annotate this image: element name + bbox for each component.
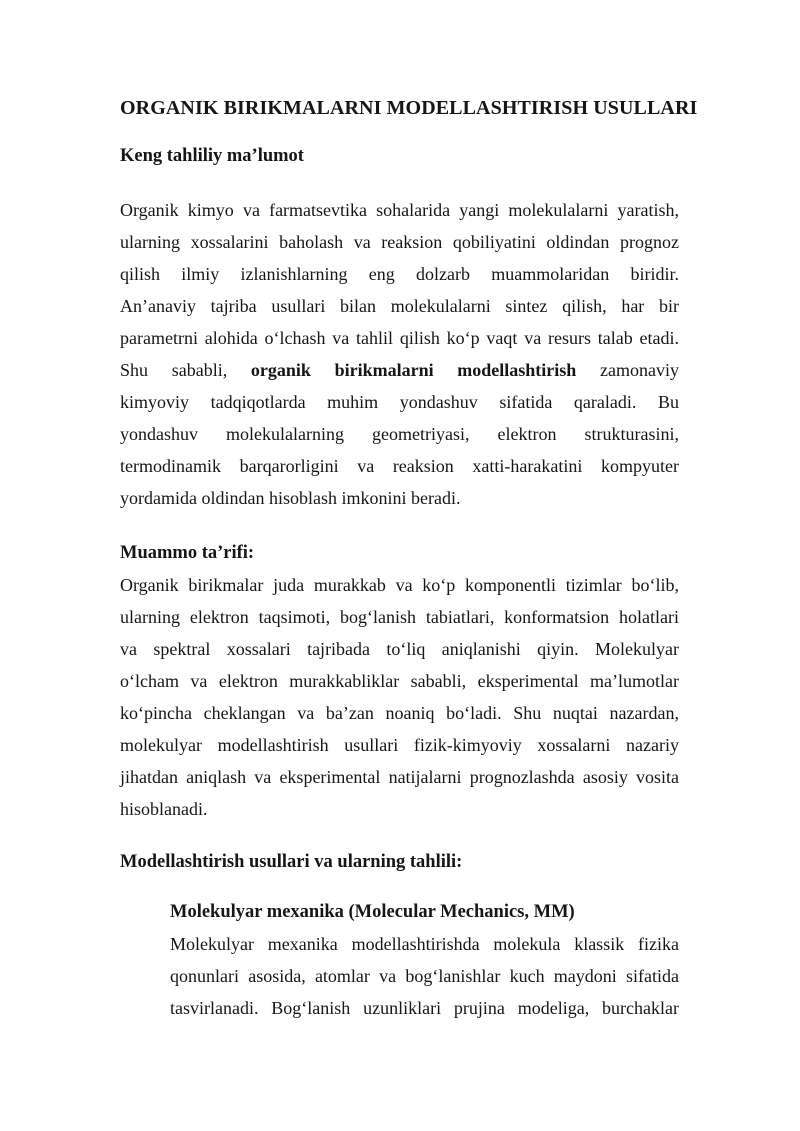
text: An’anaviy tajriba usullari bilan molekulalarni sintez qilish, har bir: [120, 296, 679, 316]
paragraph-heading: Muammo ta’rifi:: [120, 543, 255, 563]
text: va spektral xossalari tajribada to‘liq aniqlanishi qiyin. Molekulyar: [120, 639, 679, 659]
intro-paragraph: [120, 194, 679, 514]
text: ko‘pincha cheklangan va ba’zan noaniq bo‘ladi. Shu nuqtai nazardan,: [120, 703, 679, 723]
text: parametrni alohida o‘lchash va tahlil qilish ko‘p vaqt va resurs talab etadi.: [120, 328, 679, 348]
text-line: [120, 665, 679, 697]
text-line: [120, 450, 679, 482]
text-line: [120, 633, 679, 665]
text: yondashuv molekulalarning geometriyasi, elektron strukturasini,: [120, 424, 679, 444]
document-body: [120, 140, 679, 1024]
text: ularning xossalarini baholash va reaksion qobiliyatini oldindan prognoz: [120, 232, 679, 252]
text-line: [120, 569, 679, 601]
problem-paragraph: [120, 537, 679, 825]
text: zamonaviy: [576, 360, 679, 380]
text: Organik kimyo va farmatsevtika sohalarida yangi molekulalarni yaratish,: [120, 200, 679, 220]
text-line: [120, 601, 679, 633]
text: jihatdan aniqlash va eksperimental natijalarni prognozlashda asosiy vosita: [120, 767, 679, 787]
text-line: [120, 761, 679, 793]
text: qilish ilmiy izlanishlarning eng dolzarb muammolaridan biridir.: [120, 264, 679, 284]
text: o‘lcham va elektron murakkabliklar sababli, eksperimental ma’lumotlar: [120, 671, 679, 691]
text: hisoblanadi.: [120, 799, 208, 819]
text: Organik birikmalar juda murakkab va ko‘p komponentli tizimlar bo‘lib,: [120, 575, 679, 595]
text-line: [120, 482, 679, 514]
text-line: [120, 258, 679, 290]
methods-heading: Modellashtirish usullari va ularning tahlili:: [120, 852, 463, 872]
text-line: [120, 194, 679, 226]
subtitle-heading: Keng tahliliy ma’lumot: [120, 146, 304, 166]
text-line: [170, 928, 679, 960]
text-line: [120, 322, 679, 354]
paragraph-heading: Molekulyar mexanika (Molecular Mechanics, MM): [170, 902, 575, 922]
text: qonunlari asosida, atomlar va bog‘lanishlar kuch maydoni sifatida: [170, 966, 679, 986]
method-mm-paragraph: [170, 896, 679, 1024]
text: ularning elektron taqsimoti, bog‘lanish tabiatlari, konformatsion holatlari: [120, 607, 679, 627]
text: Shu sababli,: [120, 360, 251, 380]
text-line: [120, 697, 679, 729]
text-line: [120, 729, 679, 761]
text: molekulyar modellashtirish usullari fizik-kimyoviy xossalarni nazariy: [120, 735, 679, 755]
text-line: [120, 354, 679, 386]
text-line: [120, 226, 679, 258]
document-title: ORGANIK BIRIKMALARNI MODELLASHTIRISH USULLARI: [120, 97, 698, 119]
bold-text: organik birikmalarni modellashtirish: [250, 360, 577, 380]
text: tasvirlanadi. Bog‘lanish uzunliklari prujina modeliga, burchaklar: [170, 998, 679, 1018]
text: kimyoviy tadqiqotlarda muhim yondashuv sifatida qaraladi. Bu: [120, 392, 679, 412]
text-line: [170, 960, 679, 992]
text-line: [120, 386, 679, 418]
text-line: [120, 418, 679, 450]
text: termodinamik barqarorligini va reaksion xatti-harakatini kompyuter: [120, 456, 679, 476]
text-line: [170, 992, 679, 1024]
text-line: [120, 793, 679, 825]
text: Molekulyar mexanika modellashtirishda molekula klassik fizika: [170, 934, 679, 954]
text-line: [120, 290, 679, 322]
text: yordamida oldindan hisoblash imkonini beradi.: [120, 488, 461, 508]
